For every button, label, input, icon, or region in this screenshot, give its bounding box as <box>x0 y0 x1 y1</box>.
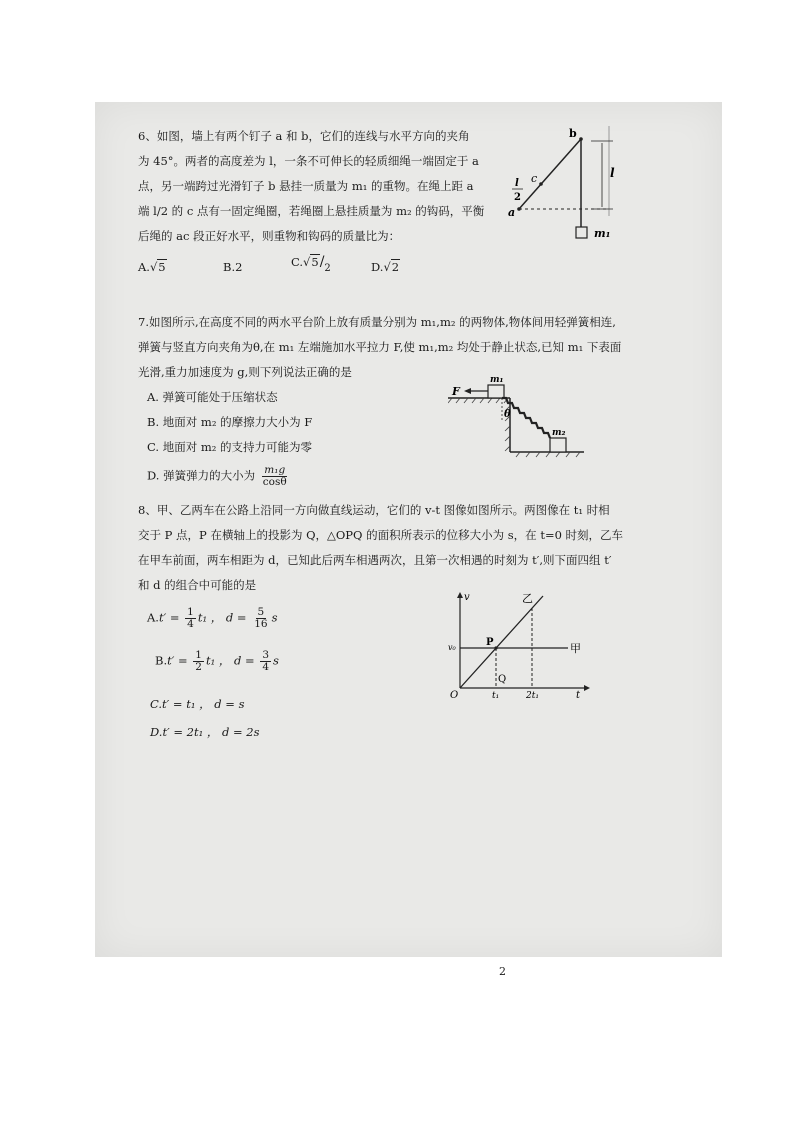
q8-line-3: 在甲车前面，两车相距为 d，已知此后两车相遇两次，且第一次相遇的时刻为 t′,则下面四组 t′ <box>138 553 612 567</box>
question-6 <box>138 124 558 249</box>
page-number: 2 <box>499 965 506 978</box>
q6-label-c: c <box>531 172 538 185</box>
q8-label-t1: t₁ <box>492 691 500 701</box>
q7-label-m2: m₂ <box>552 428 566 438</box>
q7-force-arrowhead <box>464 388 471 394</box>
q8-label-o: O <box>450 690 459 701</box>
q7-option-d-den: cosθ <box>262 476 287 488</box>
q8-label-v0: v₀ <box>448 643 456 652</box>
q6-option-b: B.2 <box>223 260 243 274</box>
q7-option-c: C. 地面对 m₂ 的支持力可能为零 <box>147 440 313 454</box>
q7-option-d-num: m₁g <box>264 464 286 476</box>
q6-rope-ab <box>519 139 581 209</box>
q8-t-axis-arrow <box>584 685 590 691</box>
q7-option-d: D. 弹簧弹力的大小为 $\frac{\text{m₁g}}{\cos\theta}$ <box>147 464 287 488</box>
q6-point-a <box>517 207 521 211</box>
q7-line-1: 7.如图所示,在高度不同的两水平台阶上放有质量分别为 m₁,m₂ 的两物体,物体间用轻弹簧相连, <box>138 315 616 329</box>
q6-point-c <box>539 182 543 186</box>
question-8 <box>138 498 698 598</box>
q6-line-4: 端 l/2 的 c 点有一固定绳圈，若绳圈上悬挂质量为 m₂ 的钩码，平衡 <box>138 204 485 218</box>
q8-vt-graph <box>448 586 593 701</box>
q6-label-a: a <box>508 206 516 219</box>
q8-label-t: t <box>576 690 581 701</box>
q7-option-a: A. 弹簧可能处于压缩状态 <box>147 390 278 404</box>
q7-option-b: B. 地面对 m₂ 的摩擦力大小为 F <box>147 415 313 429</box>
q7-figure <box>448 370 598 460</box>
q8-v-axis-arrow <box>457 592 463 598</box>
q8-line-2: 交于 P 点，P 在横轴上的投影为 Q，△OPQ 的面积所表示的位移大小为 s，在 t=0 时刻，乙车 <box>138 528 624 542</box>
q6-line-3: 点，另一端跨过光滑钉子 b 悬挂一质量为 m₁ 的重物。在绳上距 a <box>138 179 474 193</box>
q7-line-2: 弹簧与竖直方向夹角为θ,在 m₁ 左端施加水平拉力 F,使 m₁,m₂ 均处于静止状态,已知 m₁ 下表面 <box>138 340 622 354</box>
q8-label-p: P <box>486 637 494 648</box>
q6-line-1: 6、如图，墙上有两个钉子 a 和 b，它们的连线与水平方向的夹角 <box>138 129 470 143</box>
q7-label-theta: θ <box>504 409 511 420</box>
q6-label-l-den: 2 <box>514 192 521 203</box>
q8-label-yi: 乙 <box>522 592 533 605</box>
q6-figure <box>505 124 625 246</box>
q8-line-4: 和 d 的组合中可能的是 <box>138 578 257 592</box>
q6-weight-m1 <box>576 227 587 238</box>
q8-label-2t1: 2t₁ <box>526 691 539 701</box>
q7-block-m1 <box>488 385 504 398</box>
q6-option-c: C.√5/2 <box>291 254 331 274</box>
q7-line-3: 光滑,重力加速度为 g,则下列说法正确的是 <box>138 365 352 379</box>
q6-option-d: D.√2 <box>371 260 400 274</box>
q8-label-jia: 甲 <box>570 642 581 655</box>
q8-option-c: C.t′ = t₁ ， d = s <box>150 697 245 711</box>
q8-label-q: Q <box>498 674 507 685</box>
q8-option-a: A.t′ = $\frac{1}{4}$ t₁ ， d = $\frac{5}{16}$ s <box>147 606 278 630</box>
q7-block-m2 <box>550 438 566 452</box>
q8-option-d: D.t′ = 2t₁ ， d = 2s <box>150 725 260 739</box>
q6-point-b <box>579 137 583 141</box>
exam-page <box>95 102 722 978</box>
q8-label-v: v <box>464 592 470 603</box>
question-7 <box>138 310 698 385</box>
q6-option-a: A.√5 <box>138 260 166 274</box>
q7-options <box>147 385 312 460</box>
q6-line-5: 后绳的 ac 段正好水平，则重物和钩码的质量比为： <box>138 229 401 243</box>
q8-line-1: 8、甲、乙两车在公路上沿同一方向做直线运动，它们的 v-t 图像如图所示。两图像在 t₁ 时相 <box>138 503 610 517</box>
q7-label-f: F <box>452 385 460 398</box>
q8-option-b: B.t′ = $\frac{1}{2}$ t₁ ， d = $\frac{3}{4}$ s <box>155 649 279 673</box>
q7-label-m1: m₁ <box>490 375 504 385</box>
q6-label-l: l <box>610 166 615 180</box>
q6-label-m1: m₁ <box>594 227 611 240</box>
q6-line-2: 为 45°。两者的高度差为 l，一条不可伸长的轻质细绳一端固定于 a <box>138 154 479 168</box>
q6-label-l-num: l <box>515 178 519 189</box>
q8-point-p <box>494 646 497 649</box>
q6-label-b: b <box>569 127 577 140</box>
